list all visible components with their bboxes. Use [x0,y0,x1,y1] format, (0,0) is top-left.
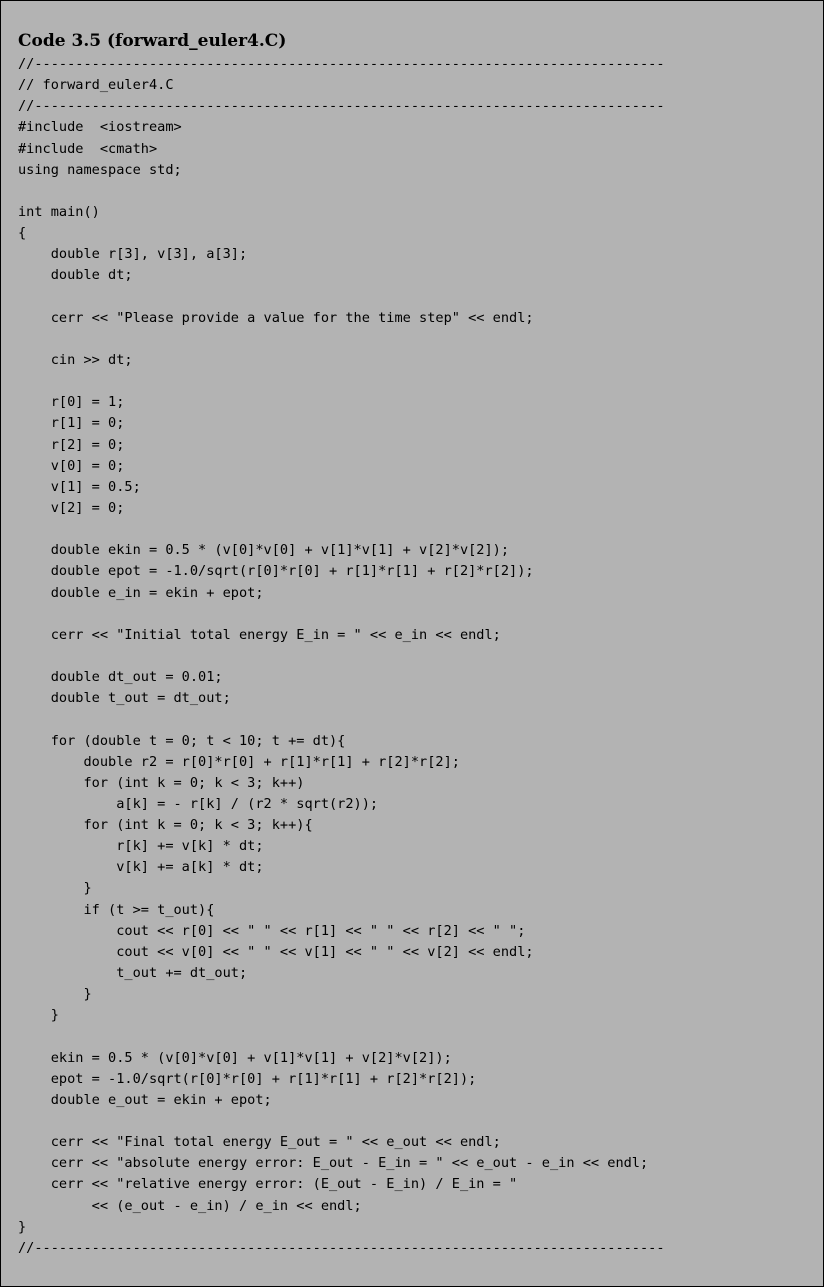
code-line: double r[3], v[3], a[3]; [18,246,248,263]
code-line [18,1026,665,1047]
code-line [18,329,665,350]
code-line [18,604,665,625]
code-line: double dt_out = 0.01; [18,669,223,686]
code-line: } [18,1007,59,1024]
code-line: for (double t = 0; t < 10; t += dt){ [18,732,346,749]
code-line: v[1] = 0.5; [18,478,141,495]
code-line: r[k] += v[k] * dt; [18,838,264,855]
code-line: // forward_euler4.C [18,77,174,94]
code-line: r[2] = 0; [18,436,125,453]
code-line: #include <iostream> [18,119,182,136]
code-line: << (e_out - e_in) / e_in << endl; [18,1197,362,1214]
code-line: double ekin = 0.5 * (v[0]*v[0] + v[1]*v[1] + v[2]*v[2]); [18,542,510,559]
code-line: if (t >= t_out){ [18,901,215,918]
code-line: } [18,880,92,897]
code-line: { [18,225,27,242]
code-line: int main() [18,203,100,220]
code-line: double r2 = r[0]*r[0] + r[1]*r[1] + r[2]*r[2]; [18,753,460,770]
code-line: for (int k = 0; k < 3; k++){ [18,817,313,834]
code-line [18,646,665,667]
code-line: v[2] = 0; [18,499,125,516]
code-line: double dt; [18,267,133,284]
code-line: r[0] = 1; [18,394,125,411]
code-line: double e_in = ekin + epot; [18,584,264,601]
code-line: epot = -1.0/sqrt(r[0]*r[0] + r[1]*r[1] + r[2]*r[2]); [18,1070,477,1087]
code-line: cout << r[0] << " " << r[1] << " " << r[2] << " "; [18,922,526,939]
code-line: //----------------------------------------------------------------------------- [18,98,665,115]
code-line: cout << v[0] << " " << v[1] << " " << v[2] << endl; [18,943,534,960]
code-line [18,519,665,540]
code-line: } [18,986,92,1003]
code-line [18,287,665,308]
code-line [18,1111,665,1132]
code-line: for (int k = 0; k < 3; k++) [18,774,305,791]
code-line: double e_out = ekin + epot; [18,1091,272,1108]
code-line: ekin = 0.5 * (v[0]*v[0] + v[1]*v[1] + v[2]*v[2]); [18,1049,452,1066]
code-line: cerr << "Final total energy E_out = " << e_out << endl; [18,1134,501,1151]
code-line: cerr << "absolute energy error: E_out - E_in = " << e_out - e_in << endl; [18,1155,649,1172]
code-line: double epot = -1.0/sqrt(r[0]*r[0] + r[1]*r[1] + r[2]*r[2]); [18,563,534,580]
code-line [18,709,665,730]
code-line: v[k] += a[k] * dt; [18,859,264,876]
code-line: cin >> dt; [18,351,133,368]
code-line: a[k] = - r[k] / (r2 * sqrt(r2)); [18,795,379,812]
code-line: v[0] = 0; [18,457,125,474]
code-line: cerr << "Initial total energy E_in = " << e_in << endl; [18,626,501,643]
code-line [18,181,665,202]
code-line: r[1] = 0; [18,415,125,432]
code-line: cerr << "Please provide a value for the time step" << endl; [18,309,534,326]
code-line: cerr << "relative energy error: (E_out - E_in) / E_in = " [18,1176,518,1193]
code-line: double t_out = dt_out; [18,690,231,707]
code-line [18,371,665,392]
code-caption: Code 3.5 (forward_euler4.C) [18,31,287,51]
code-line: //----------------------------------------------------------------------------- [18,1239,665,1256]
code-block [18,54,665,1259]
code-line: #include <cmath> [18,140,158,157]
code-line: } [18,1218,27,1235]
code-line: using namespace std; [18,161,182,178]
code-line: //----------------------------------------------------------------------------- [18,56,665,72]
code-line: t_out += dt_out; [18,965,248,982]
